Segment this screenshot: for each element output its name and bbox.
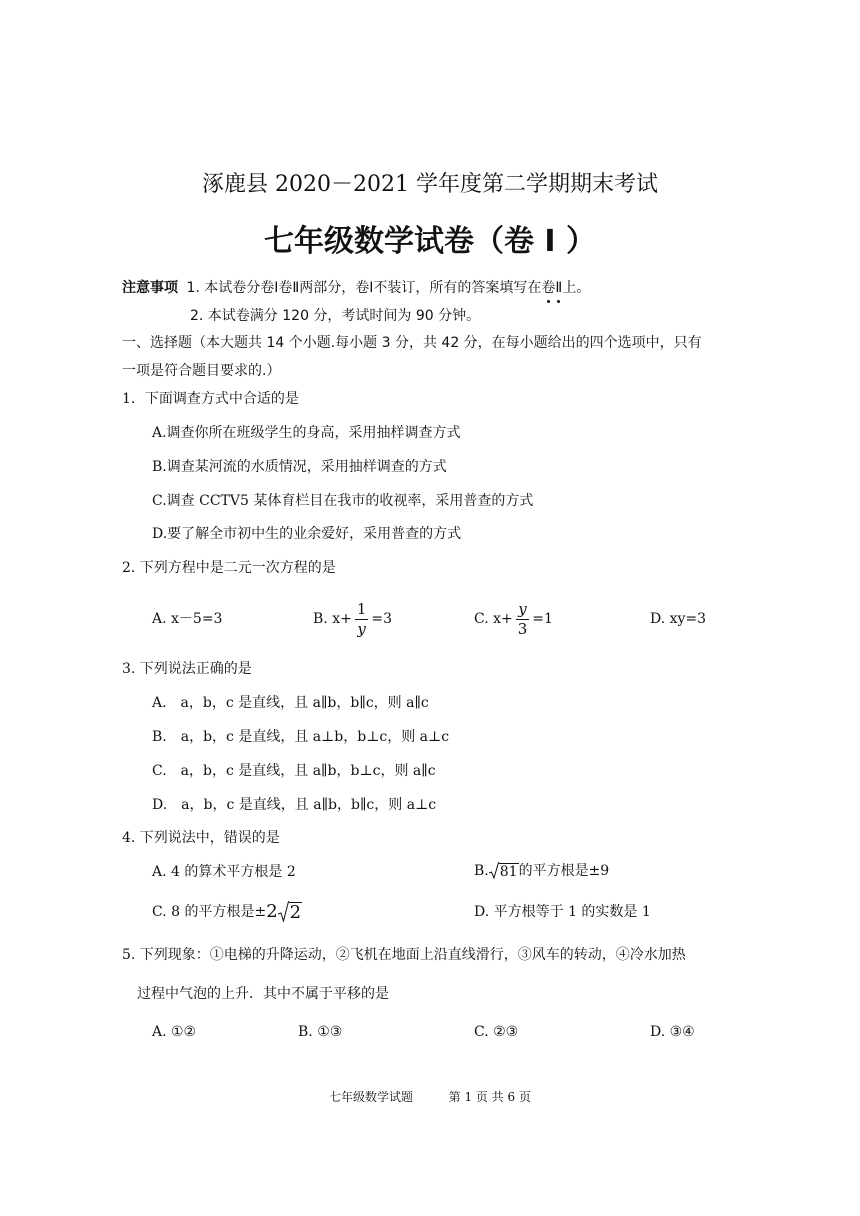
q4-b-radicand: 81 <box>499 864 518 880</box>
q5-option-d: D. ③④ <box>650 1024 695 1040</box>
q4-b-prefix: B. <box>474 863 489 879</box>
q3-option-c: C. a，b，c 是直线，且 a∥b，b⊥c，则 a∥c <box>152 763 436 779</box>
q5-stem-line-1: 5. 下列现象：①电梯的升降运动，②飞机在地面上沿直线滑行，③风车的转动，④冷水加热 <box>122 947 686 963</box>
notice-item-2: 2. 本试卷满分 120 分，考试时间为 90 分钟。 <box>190 308 481 324</box>
q1-option-c: C.调查 CCTV5 某体育栏目在我市的收视率，采用普查的方式 <box>152 493 534 509</box>
q4-c-coefficient: 2 <box>266 901 278 922</box>
q2-c-suffix: =1 <box>532 611 553 627</box>
q5-option-c: C. ②③ <box>474 1024 519 1040</box>
q2-c-numerator: y <box>518 599 527 618</box>
q3-option-a: A. a，b，c 是直线，且 a∥b，b∥c，则 a∥c <box>152 695 429 711</box>
emphasis-char-1: 卷 <box>541 280 556 296</box>
q3-option-b: B. a，b，c 是直线，且 a⊥b，b⊥c，则 a⊥c <box>152 729 450 745</box>
notice-item-1-suffix: 上。 <box>562 280 591 296</box>
sqrt-symbol <box>489 862 519 880</box>
q2-option-c <box>474 596 553 642</box>
q2-option-b <box>313 596 392 642</box>
q5-stem-line-2: 过程中气泡的上升．其中不属于平移的是 <box>137 986 389 1002</box>
q4-option-a: A. 4 的算术平方根是 2 <box>152 864 296 880</box>
q2-c-fraction <box>516 599 530 638</box>
exam-title: 涿鹿县 2020－2021 学年度第二学期期末考试 <box>202 172 658 197</box>
notice-item-1-text: 1. 本试卷分卷Ⅰ卷Ⅱ两部分，卷Ⅰ不装订，所有的答案填写在 <box>186 280 542 296</box>
q4-stem: 4. 下列说法中，错误的是 <box>122 830 280 846</box>
footer-page-number: 第 1 页 共 6 页 <box>448 1090 531 1104</box>
q2-option-d: D. xy=3 <box>650 611 707 627</box>
page-footer <box>0 1088 860 1106</box>
emphasis-char-2: Ⅱ <box>555 280 563 296</box>
sqrt-symbol <box>278 901 302 923</box>
notice-line-1 <box>122 278 590 298</box>
section-heading-line-1: 一、选择题（本大题共 14 个小题.每小题 3 分，共 42 分，在每小题给出的四个选项中，只有 <box>122 335 702 351</box>
q5-option-a: A. ①② <box>152 1024 197 1040</box>
paper-title: 七年级数学试卷（卷 I ） <box>263 224 597 259</box>
q1-stem: 1．下面调查方式中合适的是 <box>122 391 299 407</box>
q4-option-b <box>474 858 609 884</box>
notice-item-1 <box>186 280 590 296</box>
q2-b-denominator: y <box>357 619 366 638</box>
q2-b-numerator: 1 <box>356 599 367 618</box>
q3-option-d: D. a，b，c 是直线，且 a∥b，b∥c，则 a⊥c <box>152 797 437 813</box>
q2-c-denominator: 3 <box>517 619 528 638</box>
q2-b-suffix: =3 <box>371 611 393 627</box>
notice-label: 注意事项 <box>122 280 178 296</box>
q4-c-prefix: C. 8 的平方根是± <box>152 904 267 920</box>
q4-b-suffix: 的平方根是±9 <box>518 863 610 879</box>
q4-c-radicand: 2 <box>289 902 302 923</box>
q4-option-d: D. 平方根等于 1 的实数是 1 <box>474 904 651 920</box>
q3-stem: 3. 下列说法正确的是 <box>122 661 252 677</box>
q2-c-prefix: C. x+ <box>474 611 513 627</box>
footer-subject: 七年级数学试题 <box>328 1090 413 1104</box>
q2-option-a: A. x－5=3 <box>152 611 223 627</box>
q2-b-fraction <box>355 599 369 638</box>
section-heading-line-2: 一项是符合题目要求的.） <box>122 363 281 379</box>
q2-b-prefix: B. x+ <box>313 611 352 627</box>
q1-option-b: B.调查某河流的水质情况，采用抽样调查的方式 <box>152 459 447 475</box>
q1-option-d: D.要了解全市初中生的业余爱好，采用普查的方式 <box>152 526 462 542</box>
q1-option-a: A.调查你所在班级学生的身高，采用抽样调查方式 <box>152 425 461 441</box>
q2-stem: 2. 下列方程中是二元一次方程的是 <box>122 560 336 576</box>
q4-option-c <box>152 898 302 926</box>
q5-option-b: B. ①③ <box>298 1024 343 1040</box>
